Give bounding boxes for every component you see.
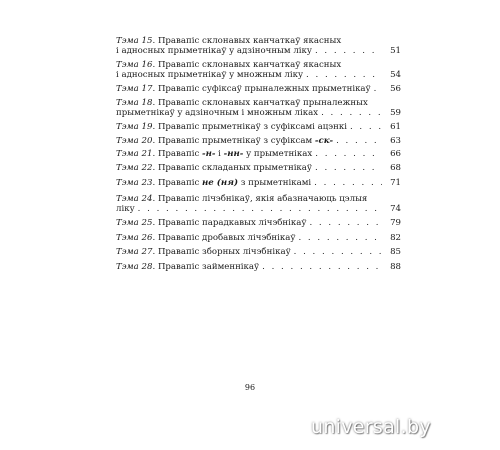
toc-entry-label: Тэма 15. [116,36,156,46]
toc-entry [116,218,401,228]
toc-entry [116,136,401,146]
toc-entry-title: Правапіс прыметнікаў з суфіксам -ск- [157,136,334,146]
page-number: 96 [244,383,256,392]
toc-page-number: 79 [390,218,401,228]
toc-entry [116,163,401,173]
toc-entry [116,149,401,159]
toc-leader-dots [315,149,382,159]
toc-entry-title: Правапіс не (ня) з прыметнікамі [157,178,312,188]
toc-leader-dots [309,218,382,228]
toc-page-number: 51 [390,46,401,56]
toc-page-number: 54 [390,70,401,80]
toc-entry [116,178,401,188]
toc-entry-title: Правапіс склонавых канчаткаў прыналежных [157,98,368,108]
toc-entry-label: Тэма 17. [116,84,156,94]
toc-entry-label: Тэма 16. [116,60,156,70]
toc-entry-label: Тэма 19. [116,122,156,132]
toc-leader-dots [298,233,382,243]
toc-leader-dots [350,122,382,132]
toc-entry-label: Тэма 21. [116,149,156,159]
toc-page-number: 63 [390,136,401,146]
toc-leader-dots [374,84,382,94]
toc-leader-dots [336,136,382,146]
toc-entry-title: і адносных прыметнікаў у адзіночным ліку [116,46,312,56]
toc-entry [116,247,401,257]
toc-leader-dots [294,247,382,257]
toc-page-number: 59 [390,108,401,118]
toc-leader-dots [138,204,382,214]
toc-entry-label: Тэма 24. [116,194,156,204]
toc-entry-label: Тэма 20. [116,136,156,146]
toc-entry [116,122,401,132]
toc-leader-dots [315,163,382,173]
toc-leader-dots [321,108,382,118]
toc-entry [116,262,401,272]
toc-page-number: 68 [390,163,401,173]
toc-page-number: 66 [390,149,401,159]
toc-entry [116,98,401,118]
toc-leader-dots [306,70,382,80]
toc-entry-title: Правапіс склонавых канчаткаў якасных [157,36,342,46]
watermark: universal.by [311,416,431,438]
toc-entry-title: Правапіс прыметнікаў з суфіксамі ацэнкі [157,122,347,132]
toc-leader-dots [315,46,382,56]
toc-entry-label: Тэма 26. [116,233,156,243]
toc-entry-label: Тэма 18. [116,98,156,108]
toc-page-number: 85 [390,247,401,257]
toc-page-number: 88 [390,262,401,272]
toc-entry-title: Правапіс складаных прыметнікаў [157,163,312,173]
toc-entry-title: Правапіс парадкавых лічэбнікаў [157,218,307,228]
toc-entry-title: Правапіс займеннікаў [157,262,260,272]
toc-page-number: 82 [390,233,401,243]
toc-entry-title: Правапіс склонавых канчаткаў якасных [157,60,342,70]
toc-entry-title: Правапіс суфіксаў прыналежных прыметнікаў [157,84,371,94]
toc-page-number: 61 [390,122,401,132]
toc-entry-title: Правапіс зборных лічэбнікаў [157,247,291,257]
toc-entry-title: і адносных прыметнікаў у множным ліку [116,70,304,80]
toc-entry-title: Правапіс -н- і -нн- у прыметніках [157,149,313,159]
toc-entry-label: Тэма 25. [116,218,156,228]
toc-entry-label: Тэма 28. [116,262,156,272]
toc-entry [116,194,401,214]
toc-entry [116,60,401,80]
toc-entry-title: Правапіс лічэбнікаў, якія абазначаюць цэлыя [157,194,368,204]
toc-entry-label: Тэма 22. [116,163,156,173]
toc-entry-title: ліку [116,204,135,214]
toc-page-number: 56 [390,84,401,94]
toc-entry [116,84,401,94]
toc-entry-title: прыметнікаў у адзіночным і множным ліках [116,108,319,118]
toc-leader-dots [314,178,382,188]
toc-page-number: 74 [390,204,401,214]
toc-leader-dots [262,262,382,272]
toc-entry [116,233,401,243]
toc-entry-title: Правапіс дробавых лічэбнікаў [157,233,296,243]
toc-entry-label: Тэма 23. [116,178,156,188]
toc-page-number: 71 [390,178,401,188]
toc-entry-label: Тэма 27. [116,247,156,257]
toc-entry [116,36,401,56]
